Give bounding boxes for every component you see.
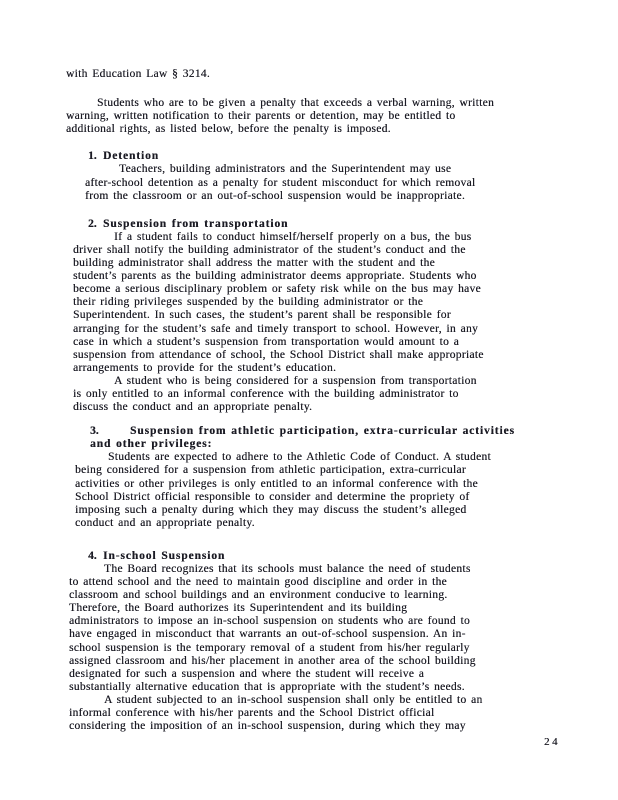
section-detention: [66, 150, 547, 202]
continuation-paragraph: [66, 68, 547, 81]
text-line: arranging for the student’s safe and timely transport to school. However, in any: [73, 322, 479, 335]
text-line: warning, written notification to their parents or detention, may be entitled to: [66, 110, 456, 123]
section-heading: [88, 550, 533, 563]
continuation-text: with Education Law § 3214.: [66, 68, 211, 80]
section-number: 2.: [88, 217, 97, 230]
text-line: have engaged in misconduct that warrants an out-of-school suspension. An in-: [69, 628, 466, 641]
text-line: additional rights, as listed below, before the penalty is imposed.: [66, 123, 391, 136]
section-paragraph: [73, 231, 547, 375]
text-line: A student subjected to an in-school suspension shall only be entitled to an: [104, 693, 483, 706]
text-line: school suspension is the temporary removal of a student from his/her regularly: [69, 641, 470, 654]
text-line: Students are expected to adhere to the Athletic Code of Conduct. A student: [108, 451, 491, 464]
text-line: being considered for a suspension from athletic participation, extra-curricular: [75, 464, 466, 477]
section-title: Suspension from athletic participation, extra-curricular activities and other privileges:: [90, 425, 515, 451]
text-line: A student who is being considered for a suspension from transportation: [114, 374, 477, 387]
text-line: discuss the conduct and an appropriate penalty.: [73, 401, 313, 414]
section-number: 4.: [88, 549, 97, 562]
text-line: become a serious disciplinary problem or safety risk while on the bus may have: [73, 283, 481, 296]
text-line: The Board recognizes that its schools must balance the need of students: [104, 563, 471, 575]
text-line: administrators to impose an in-school suspension on students who are found to: [69, 615, 471, 628]
text-line: Students who are to be given a penalty that exceeds a verbal warning, written: [97, 97, 495, 110]
text-line: If a student fails to conduct himself/herself properly on a bus, the bus: [114, 230, 472, 243]
text-line: building administrator shall address the matter with the student and the: [73, 257, 436, 270]
text-line: considering the imposition of an in-school suspension, during which they may: [69, 720, 466, 733]
section-paragraph: [75, 451, 547, 530]
text-line: designated for such a suspension and where the student will receive a: [69, 667, 425, 680]
text-line: arrangements to provide for the student’s education.: [73, 361, 337, 374]
section-title: Suspension from transportation: [103, 217, 289, 230]
section-number: 1.: [88, 150, 97, 163]
text-line: Superintendent. In such cases, the student’s parent shall be responsible for: [73, 309, 451, 322]
section-paragraph: [73, 375, 547, 414]
text-line: after-school detention as a penalty for student misconduct for which removal: [85, 176, 476, 189]
section-title: In-school Suspension: [103, 549, 226, 562]
section-heading: [88, 150, 533, 163]
text-line: School District official responsible to consider and determine the propriety of: [75, 490, 470, 503]
document-content: [66, 68, 547, 733]
text-line: assigned classroom and his/her placement in another area of the school building: [69, 654, 476, 667]
text-line: their riding privileges suspended by the building administrator or the: [73, 296, 424, 309]
text-line: suspension from attendance of school, the School District shall make appropriate: [73, 348, 484, 361]
text-line: driver shall notify the building administrator of the student’s conduct and the: [73, 243, 466, 256]
intro-paragraph: [66, 97, 547, 136]
section-number: 3.: [90, 425, 99, 438]
text-line: student’s parents as the building administrator deems appropriate. Students who: [73, 270, 477, 283]
section-suspension-transportation: [66, 218, 547, 414]
page-number: 24: [544, 736, 560, 748]
text-line: case in which a student’s suspension from transportation would amount to a: [73, 335, 460, 348]
text-line: informal conference with his/her parents and the School District official: [69, 707, 435, 720]
section-paragraph: [69, 694, 547, 733]
text-line: Therefore, the Board authorizes its Superintendent and its building: [69, 602, 408, 615]
text-line: substantially alternative education that is appropriate with the student’s needs.: [69, 680, 465, 693]
text-line: from the classroom or an out-of-school suspension would be inappropriate.: [85, 189, 466, 202]
section-suspension-athletic: [66, 425, 547, 530]
section-paragraph: [69, 563, 547, 694]
text-line: to attend school and the need to maintain good discipline and order in the: [69, 576, 447, 589]
text-line: conduct and an appropriate penalty.: [75, 516, 255, 529]
text-line: Teachers, building administrators and the Superintendent may use: [119, 163, 452, 176]
section-in-school-suspension: [66, 550, 547, 733]
text-line: is only entitled to an informal conference with the building administrator to: [73, 387, 459, 400]
text-line: classroom and school buildings and an environment conducive to learning.: [69, 589, 448, 602]
section-paragraph: [85, 163, 547, 202]
text-line: activities or other privileges is only entitled to an informal conference with the: [75, 477, 478, 490]
text-line: imposing such a penalty during which they may discuss the student’s alleged: [75, 503, 467, 516]
section-title: Detention: [103, 150, 160, 163]
section-heading: [88, 218, 533, 231]
section-heading: [90, 425, 530, 451]
